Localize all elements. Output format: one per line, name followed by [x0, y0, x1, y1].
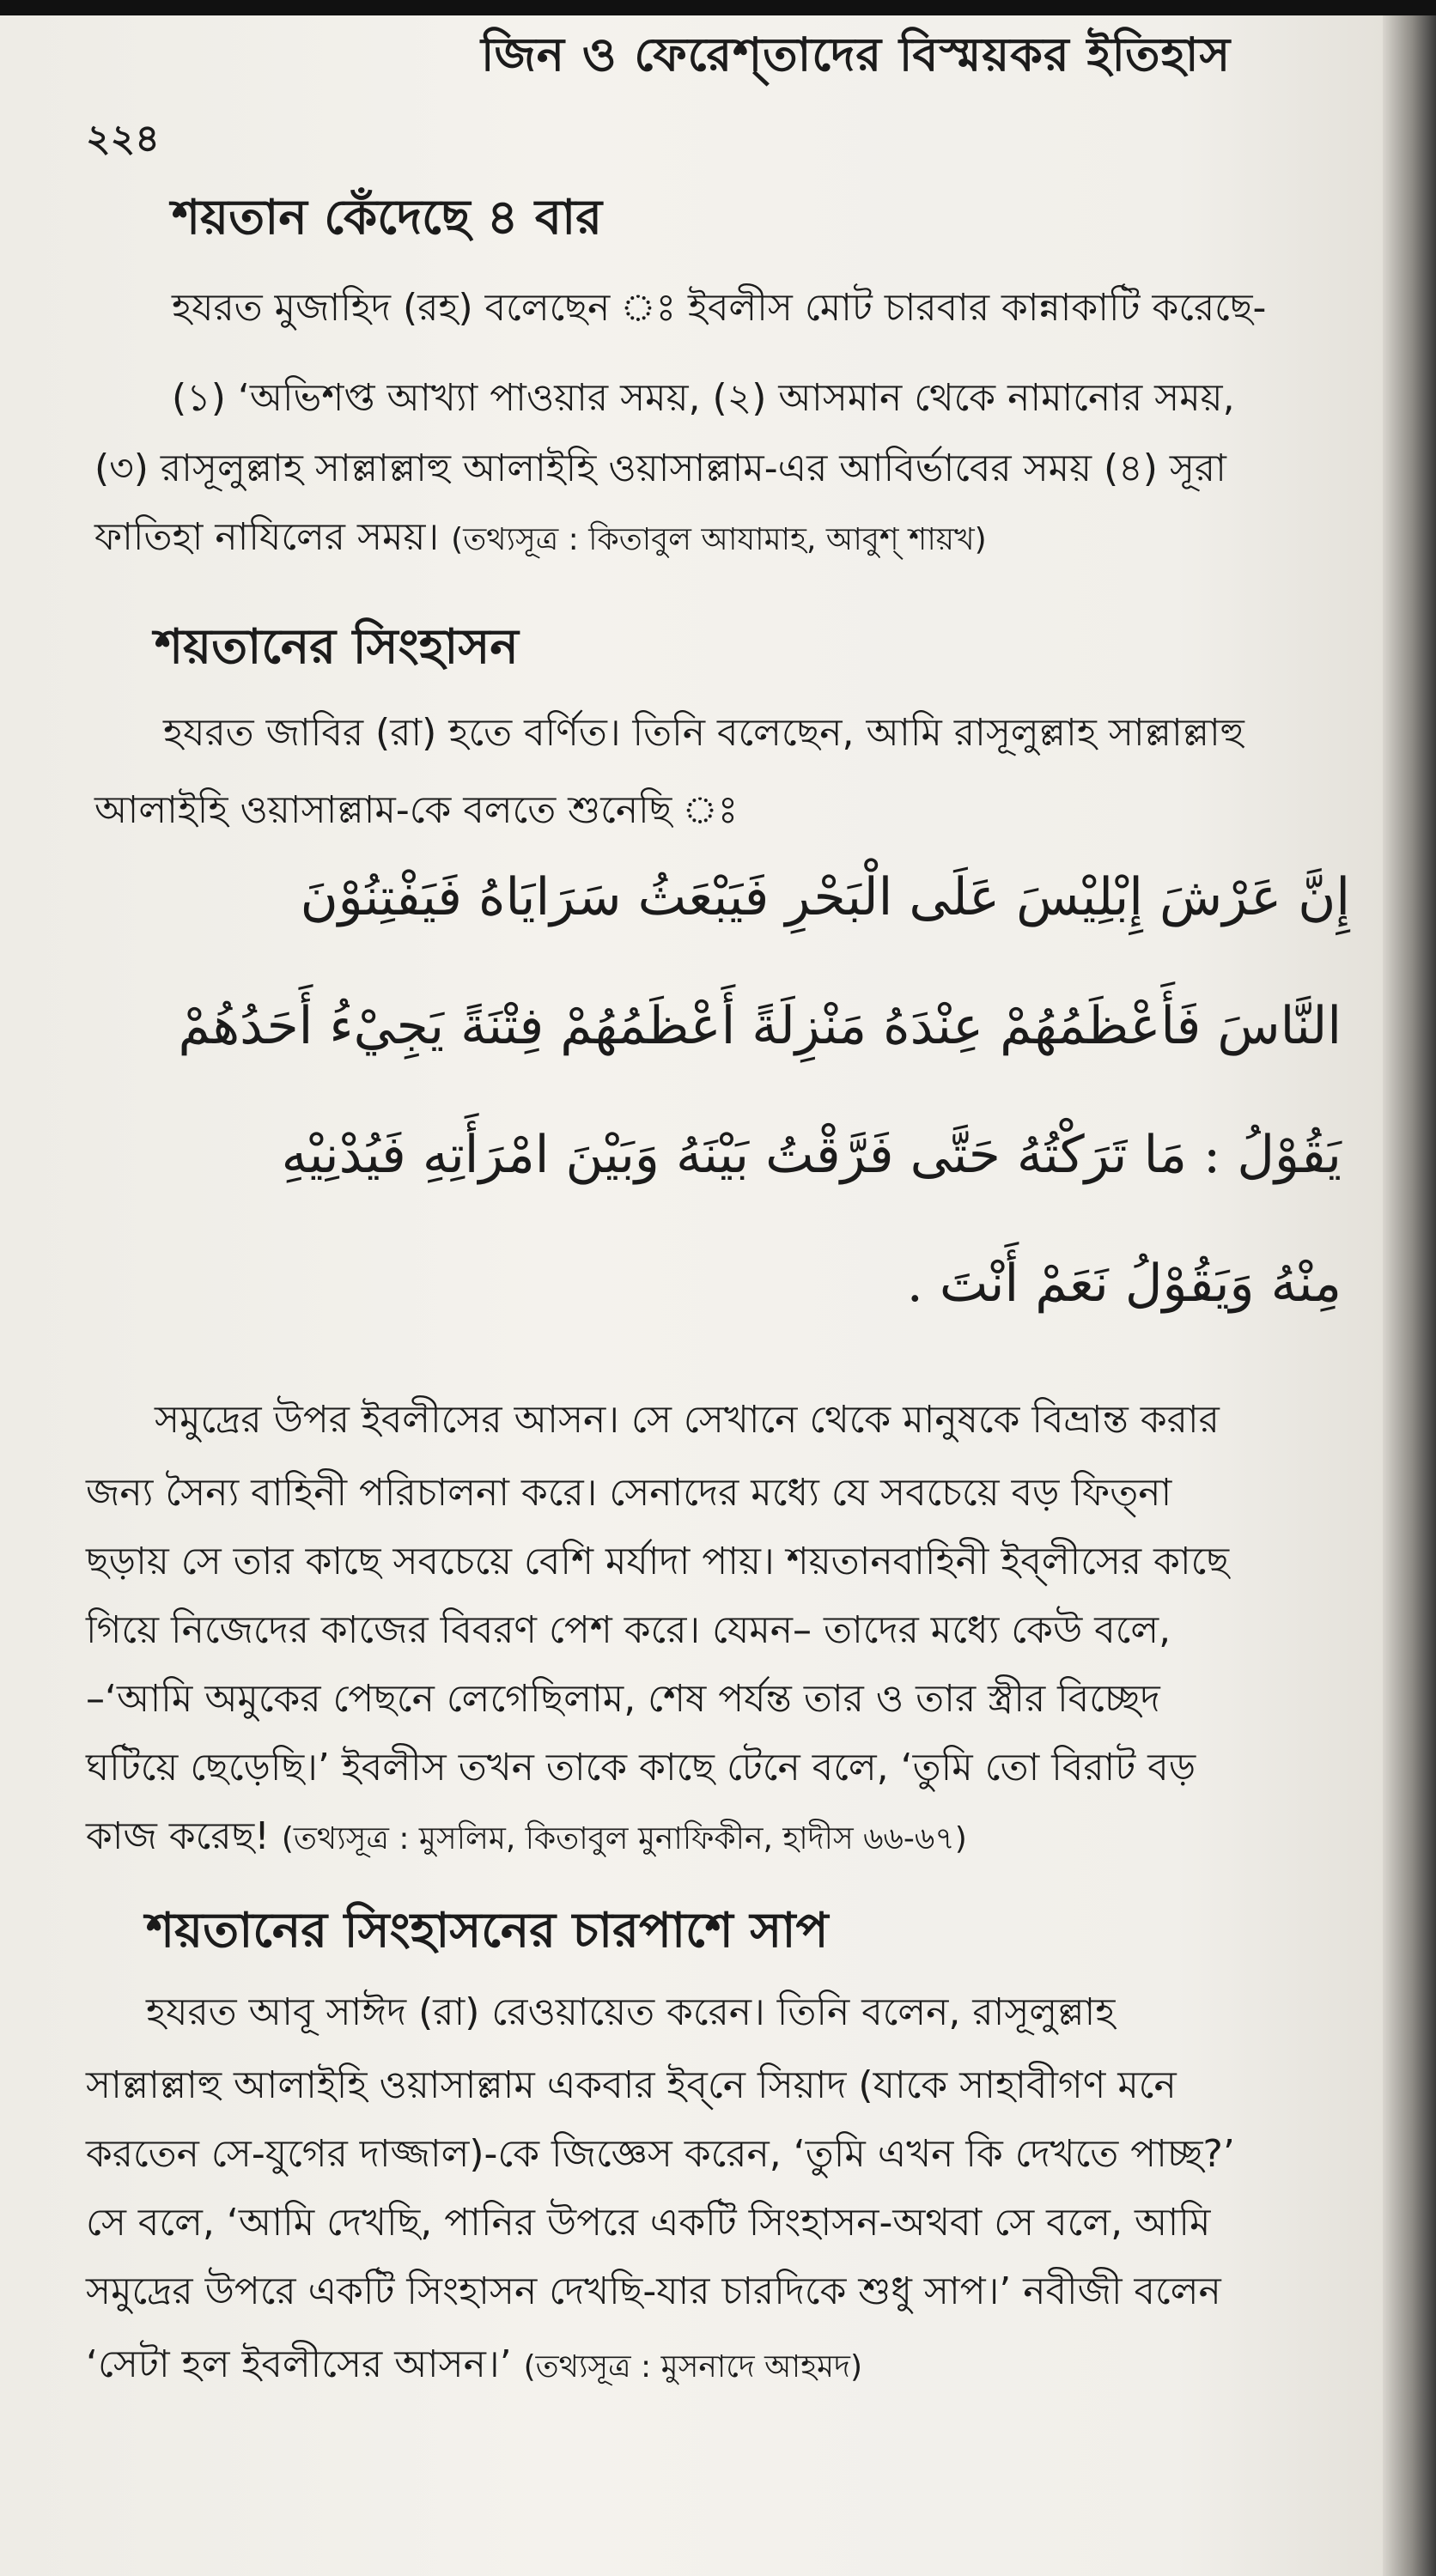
text-line: জন্য সৈন্য বাহিনী পরিচালনা করে। সেনাদের মধ্যে যে সবচেয়ে বড় ফিত্‌না — [86, 1471, 1172, 1515]
text-line: সাল্লাল্লাহু আলাইহি ওয়াসাল্লাম একবার ইব্‌নে সিয়াদ (যাকে সাহাবীগণ মনে — [86, 2063, 1177, 2107]
line-text: কাজ করেছ! — [86, 1814, 270, 1858]
citation: (তথ্যসূত্র : মুসলিম, কিতাবুল মুনাফিকীন, হাদীস ৬৬-৬৭) — [281, 1821, 967, 1856]
text-line: –‘আমি অমুকের পেছনে লেগেছিলাম, শেষ পর্যন্ত তার ও তার স্ত্রীর বিচ্ছেদ — [86, 1677, 1160, 1721]
citation: (তথ্যসূত্র : মুসনাদে আহমদ) — [523, 2349, 863, 2385]
text-line: সমুদ্রের উপর ইবলীসের আসন। সে সেখানে থেকে মানুষকে বিভ্রান্ত করার — [155, 1398, 1220, 1442]
text-line: হযরত মুজাহিদ (রহ) বলেছেন ঃ ইবলীস মোট চারবার কান্নাকাটি করেছে- — [172, 286, 1267, 330]
text-line: সমুদ্রের উপরে একটি সিংহাসন দেখছি-যার চারদিকে শুধু সাপ।’ নবীজী বলেন — [86, 2269, 1221, 2313]
section-heading: শয়তান কেঁদেছে ৪ বার — [172, 190, 603, 246]
text-line: সে বলে, ‘আমি দেখছি, পানির উপরে একটি সিংহাসন-অথবা সে বলে, আমি — [86, 2201, 1211, 2245]
running-head: জিন ও ফেরেশ্‌তাদের বিস্ময়কর ইতিহাস — [481, 27, 1232, 82]
text-line — [86, 1807, 967, 1870]
text-line: ছড়ায় সে তার কাছে সবচেয়ে বেশি মর্যাদা পায়। শয়তানবাহিনী ইব্‌লীসের কাছে — [86, 1540, 1230, 1583]
text-line: হযরত আবূ সাঈদ (রা) রেওয়ায়েত করেন। তিনি বলেন, রাসূলুল্লাহ — [146, 1990, 1116, 2034]
arabic-line: مِنْهُ وَيَقُوْلُ نَعَمْ أَنْتَ . — [906, 1254, 1342, 1314]
text-line: (৩) রাসূলুল্লাহ সাল্লাল্লাহু আলাইহি ওয়াসাল্লাম-এর আবির্ভাবের সময় (৪) সূরা — [94, 447, 1226, 490]
text-line — [94, 508, 987, 571]
arabic-line: النَّاسَ فَأَعْظَمُهُمْ عِنْدَهُ مَنْزِلَةً أَعْظَمُهُمْ فِتْنَةً يَجِيْءُ أَحَدُهُمْ — [178, 996, 1342, 1056]
section-heading: শয়তানের সিংহাসনের চারপাশে সাপ — [146, 1903, 829, 1959]
book-spine — [1383, 15, 1436, 2576]
citation: (তথ্যসূত্র : কিতাবুল আযামাহ, আবুশ্ শায়খ) — [451, 522, 987, 557]
text-line: ঘটিয়ে ছেড়েছি।’ ইবলীস তখন তাকে কাছে টেনে বলে, ‘তুমি তো বিরাট বড় — [86, 1746, 1196, 1789]
text-line: আলাইহি ওয়াসাল্লাম-কে বলতে শুনেছি ঃ — [94, 788, 739, 832]
top-edge — [0, 0, 1436, 15]
page-number: ২২৪ — [86, 117, 160, 161]
line-text: ফাতিহা নাযিলের সময়। — [94, 515, 440, 559]
text-line — [86, 2336, 862, 2398]
text-line: করতেন সে-যুগের দাজ্জাল)-কে জিজ্ঞেস করেন, ‘তুমি এখন কি দেখতে পাচ্ছ?’ — [86, 2132, 1235, 2176]
text-line: (১) ‘অভিশপ্ত আখ্যা পাওয়ার সময়, (২) আসমান থেকে নামানোর সময়, — [172, 376, 1235, 420]
text-line: হযরত জাবির (রা) হতে বর্ণিত। তিনি বলেছেন, আমি রাসূলুল্লাহ সাল্লাল্লাহু — [163, 711, 1244, 755]
section-heading: শয়তানের সিংহাসন — [155, 619, 519, 675]
arabic-line: يَقُوْلُ : مَا تَرَكْتُهُ حَتَّى فَرَّقْتُ بَيْنَهُ وَبَيْنَ امْرَأَتِهِ فَيُدْنِيْهِ — [281, 1125, 1342, 1185]
text-line: গিয়ে নিজেদের কাজের বিবরণ পেশ করে। যেমন– তাদের মধ্যে কেউ বলে, — [86, 1608, 1171, 1652]
line-text: ‘সেটা হল ইবলীসের আসন।’ — [86, 2342, 512, 2386]
arabic-line: إِنَّ عَرْشَ إِبْلِيْسَ عَلَى الْبَحْرِ فَيَبْعَثُ سَرَايَاهُ فَيَفْتِنُوْنَ — [300, 867, 1350, 927]
